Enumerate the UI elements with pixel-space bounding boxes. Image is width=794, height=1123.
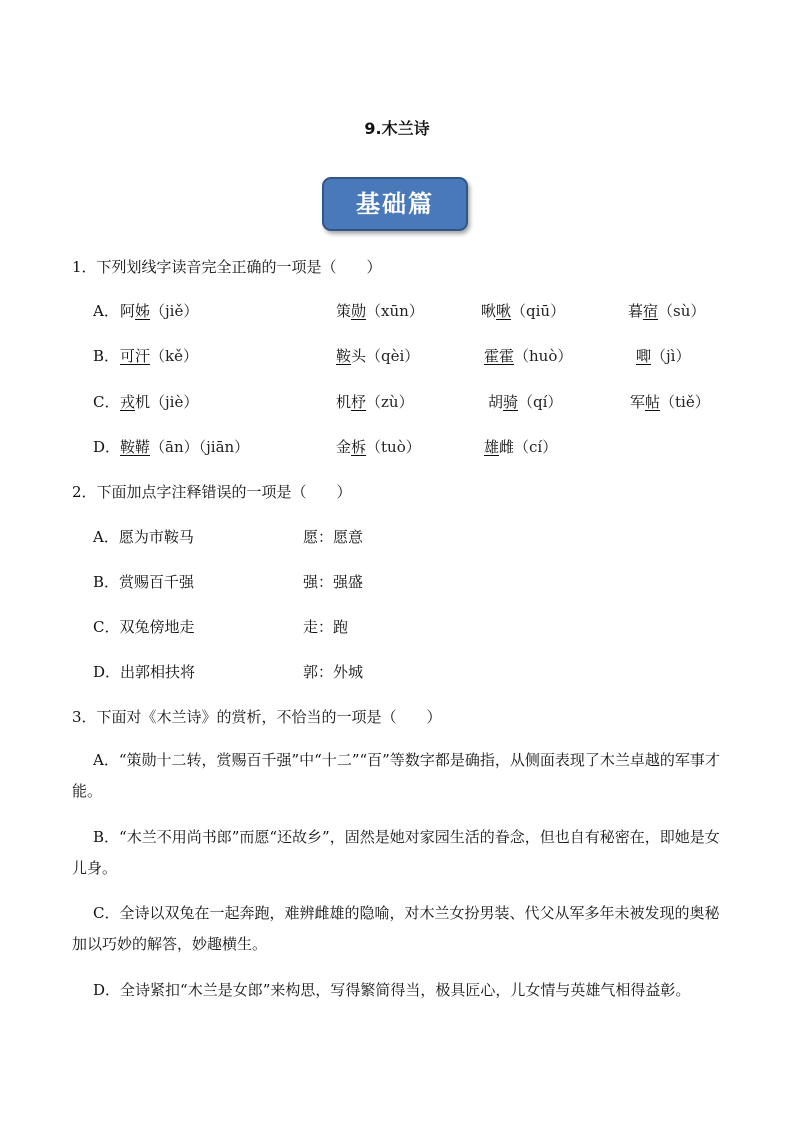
q2-option-c: C．双兔傍地走 xyxy=(93,618,195,636)
option-d-item-1: 鞍鞯（ān）（jiān） xyxy=(120,438,250,456)
q3-option-c: C．全诗以双兔在一起奔跑，难辨雌雄的隐喻，对木兰女扮男装、代父从军多年未被发现的奥秘加以巧妙的解答，妙趣横生。 xyxy=(72,904,720,953)
option-a-item-4: 暮宿（sù） xyxy=(628,302,706,320)
option-d-item-2: 金柝（tuò） xyxy=(336,438,421,456)
option-c-item-3: 胡骑（qí） xyxy=(488,393,563,411)
option-d-label: D． xyxy=(93,438,121,456)
question-3-stem: 3．下面对《木兰诗》的赏析，不恰当的一项是（ ） xyxy=(72,708,442,726)
option-c-item-4: 军帖（tiě） xyxy=(630,393,710,411)
q3-option-a: A．“策勋十二转，赏赐百千强”中“十二”“百”等数字都是确指，从侧面表现了木兰卓越的军事才能。 xyxy=(72,751,720,800)
q2-option-b: B．赏赐百千强 xyxy=(93,573,195,591)
option-a-item-3: 啾啾（qiū） xyxy=(481,302,566,320)
option-b-item-2: 鞍头（qèi） xyxy=(336,347,420,365)
option-c-item-1: 戎机（jiè） xyxy=(120,393,199,411)
q2-option-b-gloss: 强：强盛 xyxy=(303,573,364,591)
q3-option-d: D．全诗紧扣“木兰是女郎”来构思，写得繁简得当，极具匠心，儿女情与英雄气相得益彰。 xyxy=(93,981,691,999)
q2-option-d: D．出郭相扶将 xyxy=(93,663,196,681)
q2-option-c-gloss: 走：跑 xyxy=(303,618,349,636)
option-b-item-3: 霍霍（huò） xyxy=(484,347,573,365)
option-a-item-2: 策勋（xūn） xyxy=(336,302,424,320)
page-title: 9.木兰诗 xyxy=(364,119,430,138)
question-2-stem: 2．下面加点字注释错误的一项是（ ） xyxy=(72,483,352,501)
section-badge: 基础篇 xyxy=(322,177,468,231)
question-1-stem: 1．下列划线字读音完全正确的一项是（ ） xyxy=(72,258,382,276)
option-b-item-4: 唧（jì） xyxy=(636,347,691,365)
option-a-item-1: 阿姊（jiě） xyxy=(120,302,199,320)
q2-option-d-gloss: 郭：外城 xyxy=(303,663,364,681)
q2-option-a: A．愿为市鞍马 xyxy=(93,528,194,546)
option-c-item-2: 机杼（zù） xyxy=(336,393,414,411)
q3-option-b: B．“木兰不用尚书郎”而愿“还故乡”，固然是她对家园生活的眷念，但也自有秘密在，即她是女儿身。 xyxy=(72,828,720,877)
option-b-label: B． xyxy=(93,347,120,365)
option-d-item-3: 雄雌（cí） xyxy=(484,438,558,456)
q2-option-a-gloss: 愿：愿意 xyxy=(303,528,364,546)
option-a-label: A． xyxy=(93,302,119,320)
option-c-label: C． xyxy=(93,393,120,411)
option-b-item-1: 可汗（kě） xyxy=(120,347,198,365)
